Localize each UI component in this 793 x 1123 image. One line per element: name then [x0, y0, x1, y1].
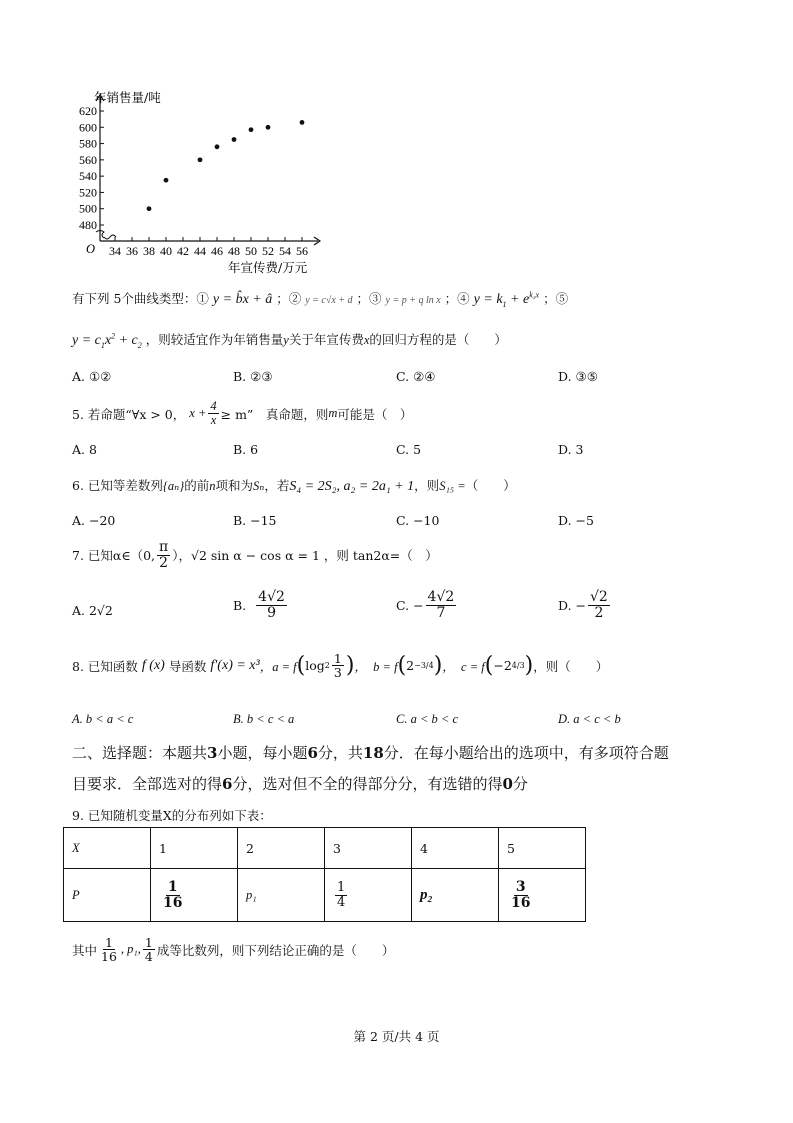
page-footer: 第 2 页/共 4 页 — [353, 1029, 440, 1044]
section2-line2: 目要求．全部选对的得6分，选对但不全的得部分分，有选错的得0分 — [72, 775, 528, 793]
q8-option-a: A. b < a < c — [72, 712, 134, 726]
table-row — [64, 828, 586, 869]
q5-option-a: A. 8 — [72, 442, 97, 457]
distribution-table — [63, 827, 586, 922]
table-cell: $\frac{1}{4}$ — [325, 869, 412, 922]
q9-tail: 其中 $\frac{1}{16}$ , p₁, $\frac{1}{4}$ 成等比数列，则下列结论正确的是（ ） — [72, 935, 395, 965]
x-tick-label: 56 — [296, 244, 308, 258]
x-tick-label: 36 — [126, 244, 138, 258]
y-tick-label: 500 — [79, 201, 97, 216]
chart-xlabel: 年宣传费/万元 — [228, 260, 308, 275]
q4-option-a: A. ①② — [72, 369, 112, 384]
q9-intro: 9. 已知随机变量X的分布列如下表： — [72, 808, 272, 823]
x-tick-label: 48 — [228, 244, 240, 258]
x-tick-label: 52 — [262, 244, 274, 258]
x-tick-label: 42 — [177, 244, 189, 258]
table-cell: 5 — [499, 828, 586, 869]
data-point — [198, 157, 203, 162]
q6-option-c: C. −10 — [396, 513, 440, 528]
q4-line2: $y = c_1x^2 + c_2$ ，则较适宜作为年销售量y关于年宣传费x的回归方程的是（ ） — [72, 331, 507, 350]
y-tick-label: 520 — [79, 185, 97, 200]
x-tick-label: 46 — [211, 244, 223, 258]
q8-option-d: D. a < c < b — [558, 712, 621, 726]
y-tick-label: 560 — [79, 152, 97, 167]
x-tick-label: 50 — [245, 244, 257, 258]
q5-option-d: D. 3 — [558, 442, 584, 457]
table-cell: 3 — [325, 828, 412, 869]
q4-option-c: C. ②④ — [396, 369, 436, 384]
data-point — [232, 137, 237, 142]
x-tick-label: 54 — [279, 244, 291, 258]
table-cell: P — [64, 869, 151, 922]
table-cell: p₂ — [412, 869, 499, 922]
q8-option-b: B. b < c < a — [233, 712, 295, 726]
data-point — [266, 125, 271, 130]
q8-stem: 8. 已知函数 f (x) 导函数 f′(x) = x³ ，a = f ( log 2 $\frac{1}{3}$ ) ， b = f ( 2 −3/4 ) ， c = f ( −2 4/3 ) ，则（ ） — [72, 651, 609, 681]
chart-origin: O — [86, 242, 96, 256]
x-axis-break — [104, 235, 116, 239]
table-cell: X — [64, 828, 151, 869]
table-cell: 2 — [238, 828, 325, 869]
q5-option-c: C. 5 — [396, 442, 422, 457]
q7-option-a: A. 2√2 — [72, 603, 113, 618]
q6-option-b: B. −15 — [233, 513, 277, 528]
x-tick-label: 38 — [143, 244, 155, 258]
q4-option-b: B. ②③ — [233, 369, 273, 384]
x-tick-label: 40 — [160, 244, 172, 258]
q6-option-d: D. −5 — [558, 513, 594, 528]
y-tick-label: 540 — [79, 169, 97, 184]
q7-option-b: B. $\frac{4√2}{9}$ — [233, 589, 285, 621]
q5-option-b: B. 6 — [233, 442, 259, 457]
y-tick-label: 620 — [79, 104, 97, 118]
q6-stem: 6. 已知等差数列{aₙ}的前n项和为Sₙ，若S₄ = 2S₂, a₂ = 2a₁ + 1，则S₁₅ =（ ） — [72, 478, 516, 494]
y-tick-label: 480 — [79, 218, 97, 232]
y-tick-label: 600 — [79, 120, 97, 135]
x-tick-label: 44 — [194, 244, 206, 258]
table-cell: p₁ — [238, 869, 325, 922]
table-cell: 1 — [151, 828, 238, 869]
data-point — [147, 206, 152, 211]
table-cell: $\frac{3}{16}$ — [499, 869, 586, 922]
section2-line1: 二、选择题：本题共3小题，每小题6分，共18分．在每小题给出的选项中，有多项符合题 — [72, 744, 669, 762]
data-point — [249, 127, 254, 132]
scatter-chart — [60, 85, 330, 280]
y-tick-label: 580 — [79, 136, 97, 151]
data-point — [300, 120, 305, 125]
chart-ylabel: 年销售量/吨 — [94, 90, 161, 105]
q7-stem: 7. 已知α∈（0, $\frac{\pi}{2}$ ），√2 sin α − cos α = 1 ，则 tan2α=（ ） — [72, 539, 438, 571]
q7-option-c: C. − $\frac{4√2}{7}$ — [396, 589, 455, 621]
table-cell: $\frac{1}{16}$ — [151, 869, 238, 922]
q5-stem: 5. 若命题“∀x > 0， x + $\frac{4}{x}$ ≥ m” 真命题，则 m 可能是（ ） — [72, 399, 413, 428]
q8-option-c: C. a < b < c — [396, 712, 459, 726]
q4-option-d: D. ③⑤ — [558, 369, 598, 384]
q4-line1: 有下列 5个曲线类型：① y = b̂x + â ；② y = c√x + d ；③ y = p + q ln x ；④ $y = k_1 + e^{k_2x}$ ；⑤ — [72, 290, 569, 309]
q7-option-d: D. − $\frac{√2}{2}$ — [558, 589, 608, 621]
data-point — [215, 144, 220, 149]
data-point — [164, 178, 169, 183]
table-row — [64, 869, 586, 922]
x-tick-label: 34 — [109, 244, 121, 258]
q6-option-a: A. −20 — [72, 513, 116, 528]
table-cell: 4 — [412, 828, 499, 869]
